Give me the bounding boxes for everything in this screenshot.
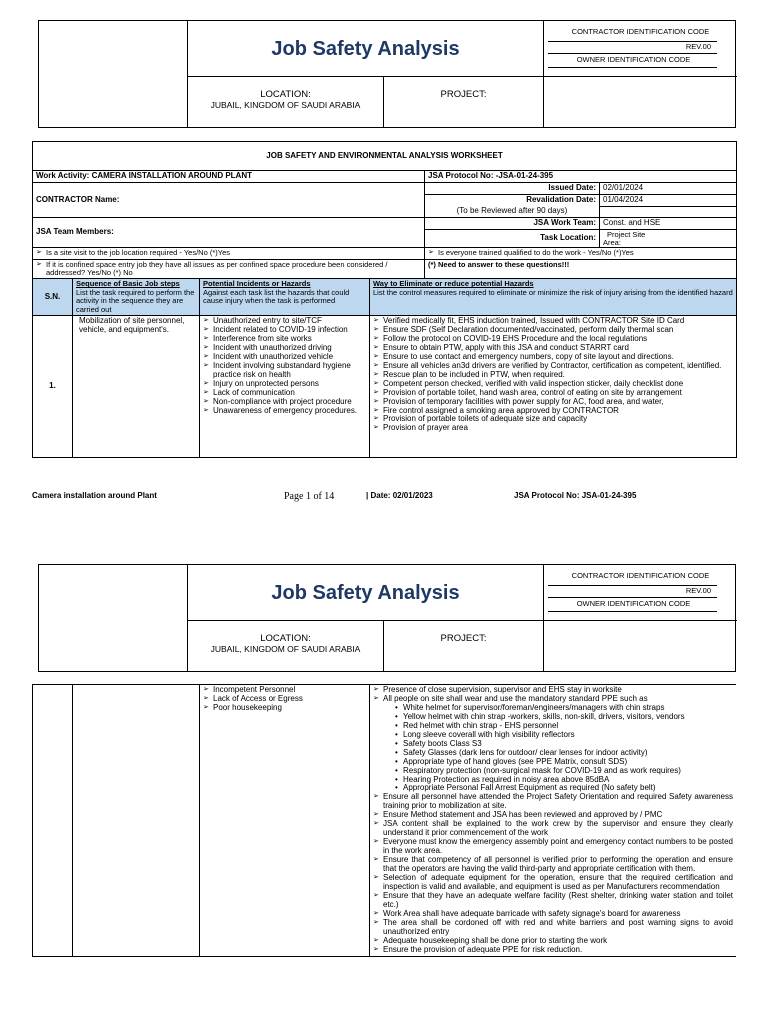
list-item: • White helmet for supervisor/foreman/engineers/managers with chin straps: [395, 704, 733, 713]
footer-page: Page 1 of 14: [284, 491, 335, 502]
task-location-value: [600, 230, 737, 248]
logo-box-2: [39, 565, 188, 672]
question-site-visit: [33, 248, 425, 259]
worksheet-table: [32, 141, 737, 458]
col-hazards-header: [200, 279, 370, 316]
list-item: ➢ Incident involving substandard hygiene practice risk on health: [203, 362, 366, 380]
list-item: ➢ Adequate housekeeping shall be done prior to starting the work: [373, 937, 733, 946]
table-row: [33, 685, 737, 957]
list-item: ➢ Non-compliance with project procedure: [203, 398, 366, 407]
list-item: ➢ Lack of communication: [203, 389, 366, 398]
column-header-row: [33, 279, 737, 316]
jsa-protocol: JSA Protocol No: -JSA-01-24-395: [425, 171, 737, 183]
list-item: ➢ All people on site shall wear and use the mandatory standard PPE such as: [373, 695, 733, 704]
worksheet-title: JOB SAFETY AND ENVIRONMENTAL ANALYSIS WORKSHEET: [33, 142, 737, 171]
list-item: ➢ Competent person checked, verified with valid inspection sticker, daily checklist done: [373, 380, 733, 389]
list-item: ➢ Unauthorized entry to site/TCF: [203, 317, 366, 326]
list-item: ➢ Ensure all personnel have attended the Project Safety Orientation and required Safety awareness training prior to mobilization at site.: [373, 793, 733, 811]
list-item: ➢ Verified medically fit, EHS induction trained, Issued with CONTRACTOR Site ID Card: [373, 317, 733, 326]
list-item: ➢ Injury on unprotected persons: [203, 380, 366, 389]
list-item: ➢ Lack of Access or Egress: [203, 695, 366, 704]
rev-label: REV.00: [685, 42, 711, 51]
p2-hazards-list: [203, 686, 366, 713]
logo-box: [39, 21, 188, 128]
code-box: [544, 21, 737, 77]
page2-header: [38, 564, 736, 672]
p2-controls-list: [373, 686, 733, 704]
p2-controls: [370, 685, 737, 957]
row-sn: 1.: [33, 316, 73, 458]
task-location-line-2: Area:: [603, 237, 621, 247]
list-item: ➢ Work Area shall have adequate barricade with safety signage's board for awareness: [373, 910, 733, 919]
contractor-code-label: CONTRACTOR IDENTIFICATION CODE: [571, 27, 710, 36]
owner-code-label: OWNER IDENTIFICATION CODE: [576, 55, 691, 64]
review-empty: [600, 206, 737, 217]
list-item: ➢ Ensure all vehicles an3d drivers are verified by Contractor, certification as competent, identified.: [373, 362, 733, 371]
revalidation-cell: [425, 194, 600, 206]
list-item: ➢ Ensure Method statement and JSA has been reviewed and approved by / PMC: [373, 811, 733, 820]
team-members: JSA Team Members:: [33, 218, 425, 248]
location-box-2: [188, 621, 384, 672]
question-confined-space-text: ➢ If it is confined space entry job they have all issues as per confined space procedure been considered / addressed? Yes/No (*) No: [36, 261, 421, 278]
project-label-2: PROJECT:: [440, 633, 487, 644]
revalidation-value: 01/04/2024: [600, 194, 737, 206]
title-box-2: [188, 565, 544, 621]
col-steps-title: Sequence of Basic Job steps: [76, 279, 180, 289]
list-item: ➢ Provision of portable toilets of adequate size and capacity: [373, 415, 733, 424]
list-item: • Hearing Protection as required in noisy area above 85dBA: [395, 776, 733, 785]
col-hazards-sub: Against each task list the hazards that could cause injury when the task is performed: [203, 287, 350, 306]
col-controls-sub: List the control measures required to eliminate or minimize the risk of injury arising from the identified hazard: [373, 287, 733, 297]
row-hazards: [200, 316, 370, 458]
work-team-value: Const. and HSE: [600, 218, 737, 230]
code-line-3b: [548, 611, 717, 612]
list-item: ➢ Fire control assigned a smoking area approved by CONTRACTOR: [373, 407, 733, 416]
list-item: ➢ Selection of adequate equipment for the operation, ensure that the required certification and inspection is valid and available, and equipment is used as per Manufacturers recommendation: [373, 874, 733, 892]
location-label: LOCATION:: [260, 89, 311, 100]
list-item: ➢ Incident related to COVID-19 infection: [203, 326, 366, 335]
list-item: • Red helmet with chin strap - EHS personnel: [395, 722, 733, 731]
list-item: ➢ Follow the protocol on COVID-19 EHS Procedure and the local regulations: [373, 335, 733, 344]
code-line-3: [548, 67, 717, 68]
page1-header: [38, 20, 736, 128]
col-steps-header: [73, 279, 200, 316]
issued-label: Issued Date:: [425, 182, 600, 194]
list-item: ➢ Ensure SDF (Self Declaration documented/vaccinated, perform daily thermal scan: [373, 326, 733, 335]
row-step: Mobilization of site personnel, vehicle, and equipment's.: [73, 316, 200, 458]
list-item: ➢ Incompetent Personnel: [203, 686, 366, 695]
question-trained-text: ➢ Is everyone trained qualified to do the work - Yes/No (*)Yes: [428, 249, 733, 257]
p2-sn: [33, 685, 73, 957]
question-note: (*) Need to answer to these questions!!!: [425, 259, 737, 279]
col-hazards-title: Potential Incidents or Hazards: [203, 279, 311, 289]
work-team-label: JSA Work Team:: [425, 218, 600, 230]
list-item: ➢ Incident with unauthorized driving: [203, 344, 366, 353]
list-item: ➢ Provision of temporary facilities with power supply for AC, food area, and water,: [373, 398, 733, 407]
list-item: ➢ Provision of prayer area: [373, 424, 733, 433]
list-item: ➢ Everyone must know the emergency assembly point and emergency contact numbers to be posted in the work area.: [373, 838, 733, 856]
list-item: ➢ Ensure to obtain PTW, apply with this JSA and conduct STARRT card: [373, 344, 733, 353]
list-item: ➢ Ensure to use contact and emergency numbers, copy of site layout and directions.: [373, 353, 733, 362]
task-location-label: Task Location:: [425, 230, 600, 248]
project-box-2: [384, 621, 544, 672]
list-item: ➢ Presence of close supervision, supervisor and EHS stay in worksite: [373, 686, 733, 695]
code-line-2: [548, 53, 717, 54]
list-item: ➢ Interference from site works: [203, 335, 366, 344]
hazards-list: [203, 317, 366, 415]
location-box: [188, 77, 384, 128]
project-label: PROJECT:: [440, 89, 487, 100]
list-item: ➢ Unawareness of emergency procedures.: [203, 407, 366, 416]
footer-protocol: JSA Protocol No: JSA-01-24-395: [514, 491, 637, 500]
controls-list: [373, 317, 733, 433]
review-note: (To be Reviewed after 90 days): [425, 206, 600, 217]
location-label-2: LOCATION:: [260, 633, 311, 644]
location-value: JUBAIL, KINGDOM OF SAUDI ARABIA: [210, 99, 361, 110]
contractor-name: CONTRACTOR Name:: [33, 182, 425, 217]
page2-table: [32, 684, 736, 957]
list-item: ➢ Rescue plan to be included in PTW, when required.: [373, 371, 733, 380]
list-item: • Respiratory protection (non-surgical mask for COVID-19 and as work requires): [395, 767, 733, 776]
p2-hazards: [200, 685, 370, 957]
issued-value: 02/01/2024: [600, 182, 737, 194]
list-item: ➢ Incident with unauthorized vehicle: [203, 353, 366, 362]
title-box: [188, 21, 544, 77]
list-item: ➢ JSA content shall be explained to the work crew by the supervisor and ensure they clearly understand it prior commencement of the work: [373, 820, 733, 838]
worksheet: [32, 141, 736, 458]
question-site-visit-text: ➢ Is a site visit to the job location required - Yes/No (*)Yes: [36, 249, 421, 257]
code-line-2b: [548, 597, 717, 598]
contractor-code-label-2: CONTRACTOR IDENTIFICATION CODE: [571, 571, 710, 580]
list-item: • Safety Glasses (dark lens for outdoor/ clear lenses for indoor activity): [395, 749, 733, 758]
list-item: ➢ The area shall be cordoned off with red and white barriers and post warning signs to avoid unauthorized entry: [373, 919, 733, 937]
col-controls-header: [370, 279, 737, 316]
page2-table-wrap: [32, 684, 736, 1024]
list-item: • Appropriate Personal Fall Arrest Equipment as required (No safety belt): [395, 784, 733, 793]
page-title: Job Safety Analysis: [271, 38, 460, 60]
page-title-2: Job Safety Analysis: [271, 582, 460, 604]
list-item: ➢ Ensure the provision of adequate PPE for risk reduction.: [373, 946, 733, 955]
owner-code-label-2: OWNER IDENTIFICATION CODE: [576, 599, 691, 608]
question-trained: [425, 248, 737, 259]
p2-controls-list-2: [373, 793, 733, 954]
list-item: ➢ Provision of portable toilet, hand wash area, control of eating on site by arrangement: [373, 389, 733, 398]
code-box-2: [544, 565, 737, 621]
list-item: ➢ Poor housekeeping: [203, 704, 366, 713]
rev-label-2: REV.00: [685, 586, 711, 595]
list-item: ➢ Ensure that they have an adequate welfare facility (Rest shelter, drinking water station and toilet etc.): [373, 892, 733, 910]
project-box: [384, 77, 544, 128]
list-item: • Safety boots Class S3: [395, 740, 733, 749]
question-confined-space: [33, 259, 425, 279]
col-controls-title: Way to Eliminate or reduce potential Hazards: [373, 279, 534, 289]
task-location-line-1: Project Site: [607, 230, 646, 240]
p2-step: [73, 685, 200, 957]
col-sn-header: S.N.: [33, 279, 73, 316]
list-item: • Yellow helmet with chin strap -workers, skills, non-skill, drivers, visitors, vendors: [395, 713, 733, 722]
list-item: ➢ Ensure that competency of all personnel is verified prior to performing the operation and ensure that the operators are having the valid third-party and appropriate certification with them.: [373, 856, 733, 874]
location-value-2: JUBAIL, KINGDOM OF SAUDI ARABIA: [210, 643, 361, 654]
table-row: [33, 316, 737, 458]
col-steps-sub: List the task required to perform the activity in the sequence they are carried out: [76, 287, 195, 314]
ppe-list: [373, 704, 733, 794]
list-item: • Appropriate type of hand gloves (see PPE Matrix, consult SDS): [395, 758, 733, 767]
revalidation-label: Revalidation Date:: [526, 194, 596, 204]
work-activity: Work Activity: CAMERA INSTALLATION AROUND PLANT: [33, 171, 425, 183]
list-item: • Long sleeve coverall with high visibility reflectors: [395, 731, 733, 740]
footer-date: | Date: 02/01/2023: [366, 491, 433, 500]
row-controls: [370, 316, 737, 458]
footer-left: Camera installation around Plant: [32, 491, 157, 500]
